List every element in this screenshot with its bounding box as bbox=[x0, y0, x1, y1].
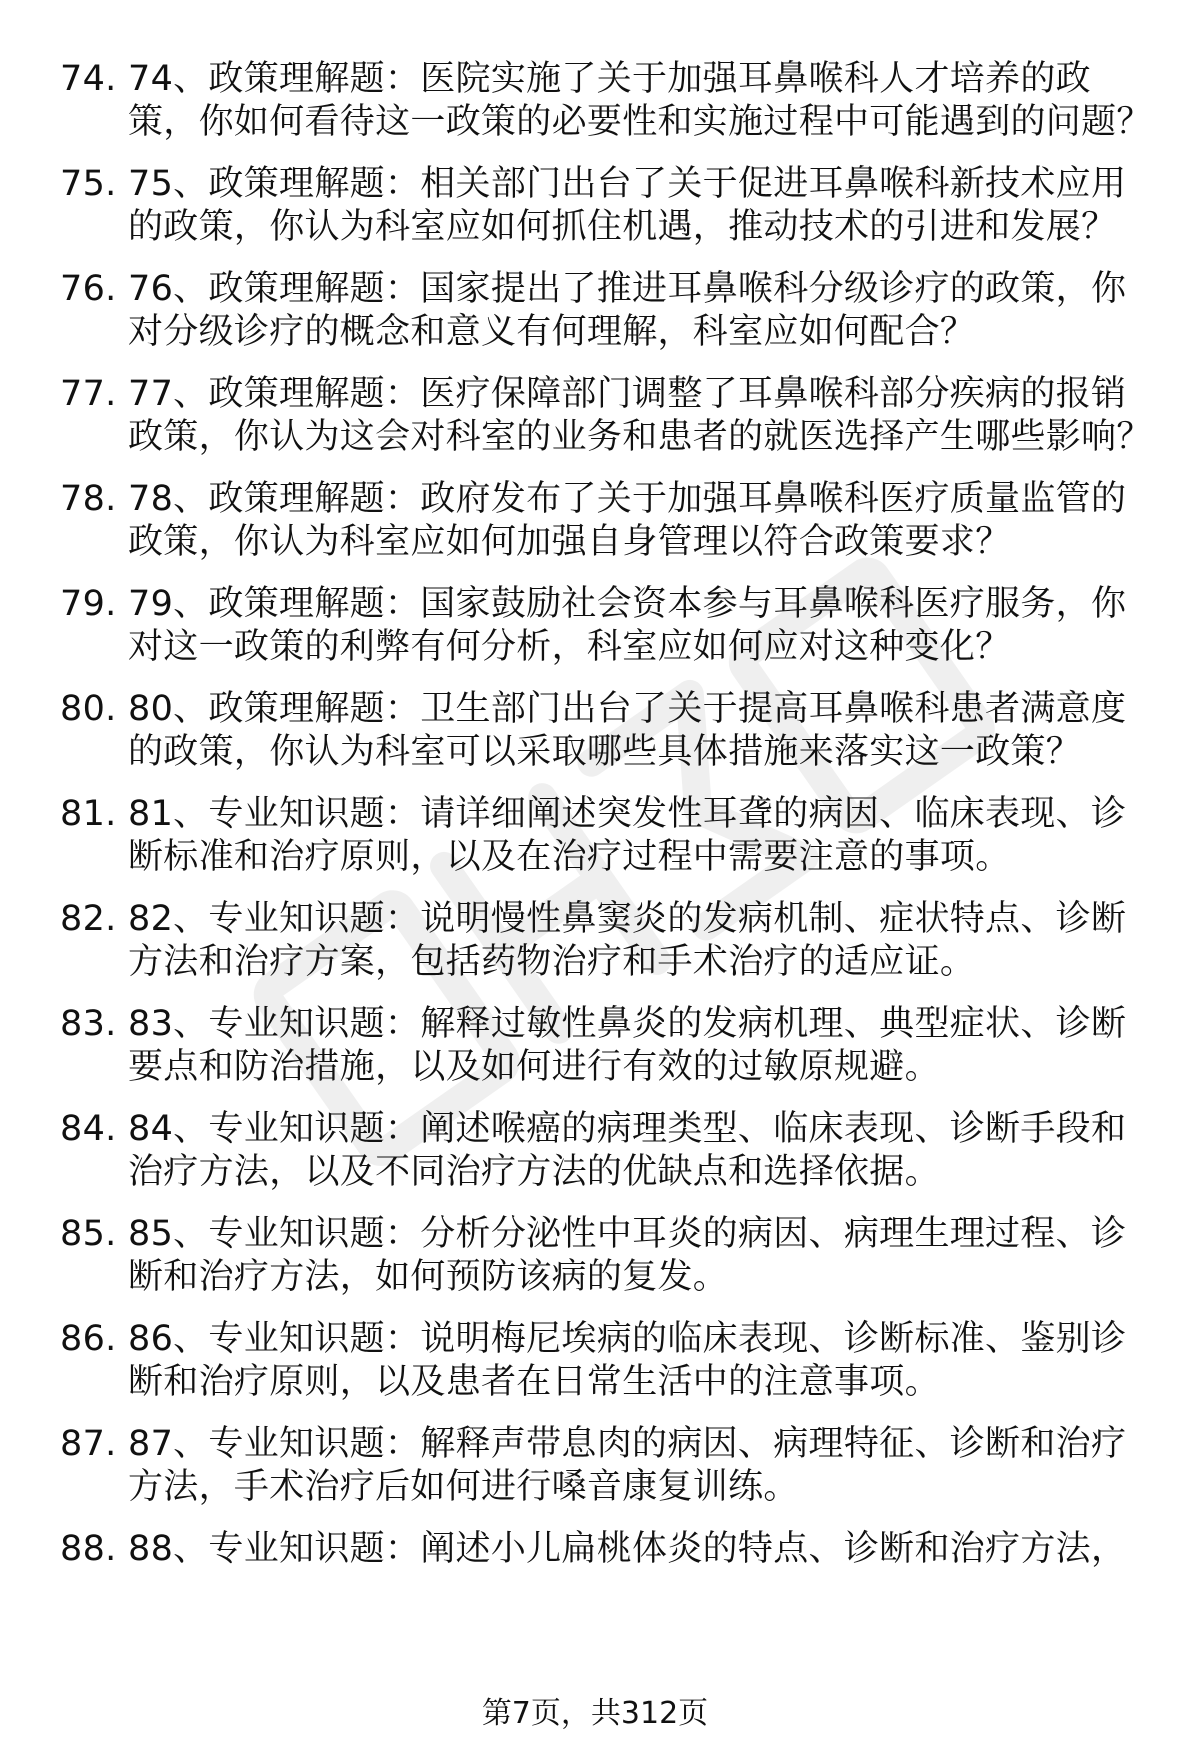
question-item bbox=[60, 1528, 1160, 1571]
question-text: 82、专业知识题：说明慢性鼻窦炎的发病机制、症状特点、诊断方法和治疗方案，包括药物治疗和手术治疗的适应证。 bbox=[128, 899, 1127, 982]
question-number: 82. bbox=[60, 899, 117, 939]
question-item bbox=[60, 163, 1160, 249]
question-item bbox=[60, 478, 1160, 564]
question-text: 75、政策理解题：相关部门出台了关于促进耳鼻喉科新技术应用的政策，你认为科室应如何抓住机遇，推动技术的引进和发展？ bbox=[128, 164, 1127, 247]
question-number: 74. bbox=[60, 59, 117, 99]
question-text: 76、政策理解题：国家提出了推进耳鼻喉科分级诊疗的政策，你对分级诊疗的概念和意义有何理解，科室应如何配合？ bbox=[128, 269, 1127, 352]
question-number: 81. bbox=[60, 794, 117, 834]
question-text: 87、专业知识题：解释声带息肉的病因、病理特征、诊断和治疗方法，手术治疗后如何进行嗓音康复训练。 bbox=[128, 1424, 1127, 1507]
question-item bbox=[60, 583, 1160, 669]
question-text: 88、专业知识题：阐述小儿扁桃体炎的特点、诊断和治疗方法， bbox=[128, 1529, 1127, 1569]
question-number: 85. bbox=[60, 1214, 117, 1254]
question-text: 85、专业知识题：分析分泌性中耳炎的病因、病理生理过程、诊断和治疗方法，如何预防该病的复发。 bbox=[128, 1214, 1127, 1297]
page-number-label: 第7页，共312页 bbox=[481, 1696, 709, 1731]
question-text: 78、政策理解题：政府发布了关于加强耳鼻喉科医疗质量监管的政策，你认为科室应如何加强自身管理以符合政策要求？ bbox=[128, 479, 1127, 562]
page-footer bbox=[0, 1694, 1190, 1734]
question-number: 84. bbox=[60, 1109, 117, 1149]
question-item bbox=[60, 688, 1160, 774]
question-number: 80. bbox=[60, 689, 117, 729]
question-text: 79、政策理解题：国家鼓励社会资本参与耳鼻喉科医疗服务，你对这一政策的利弊有何分析，科室应如何应对这种变化？ bbox=[128, 584, 1127, 667]
question-text: 86、专业知识题：说明梅尼埃病的临床表现、诊断标准、鉴别诊断和治疗原则，以及患者在日常生活中的注意事项。 bbox=[128, 1319, 1127, 1402]
question-item bbox=[60, 793, 1160, 879]
question-item bbox=[60, 58, 1160, 144]
question-text: 81、专业知识题：请详细阐述突发性耳聋的病因、临床表现、诊断标准和治疗原则，以及在治疗过程中需要注意的事项。 bbox=[128, 794, 1127, 877]
question-item bbox=[60, 1318, 1160, 1404]
question-number: 86. bbox=[60, 1319, 117, 1359]
question-item bbox=[60, 373, 1160, 459]
question-item bbox=[60, 1423, 1160, 1509]
question-item bbox=[60, 268, 1160, 354]
question-number: 77. bbox=[60, 374, 117, 414]
question-item bbox=[60, 1213, 1160, 1299]
question-number: 79. bbox=[60, 584, 117, 624]
question-text: 77、政策理解题：医疗保障部门调整了耳鼻喉科部分疾病的报销政策，你认为这会对科室的业务和患者的就医选择产生哪些影响？ bbox=[128, 374, 1152, 457]
question-number: 83. bbox=[60, 1004, 117, 1044]
question-text: 83、专业知识题：解释过敏性鼻炎的发病机理、典型症状、诊断要点和防治措施，以及如何进行有效的过敏原规避。 bbox=[128, 1004, 1127, 1087]
question-number: 88. bbox=[60, 1529, 117, 1569]
question-item bbox=[60, 898, 1160, 984]
question-item bbox=[60, 1003, 1160, 1089]
question-number: 78. bbox=[60, 479, 117, 519]
question-list bbox=[60, 58, 1160, 1590]
question-number: 87. bbox=[60, 1424, 117, 1464]
question-number: 76. bbox=[60, 269, 117, 309]
question-item bbox=[60, 1108, 1160, 1194]
question-text: 74、政策理解题：医院实施了关于加强耳鼻喉科人才培养的政策，你如何看待这一政策的必要性和实施过程中可能遇到的问题？ bbox=[128, 59, 1152, 142]
question-text: 80、政策理解题：卫生部门出台了关于提高耳鼻喉科患者满意度的政策，你认为科室可以采取哪些具体措施来落实这一政策？ bbox=[128, 689, 1127, 772]
question-text: 84、专业知识题：阐述喉癌的病理类型、临床表现、诊断手段和治疗方法，以及不同治疗方法的优缺点和选择依据。 bbox=[128, 1109, 1127, 1192]
question-number: 75. bbox=[60, 164, 117, 204]
